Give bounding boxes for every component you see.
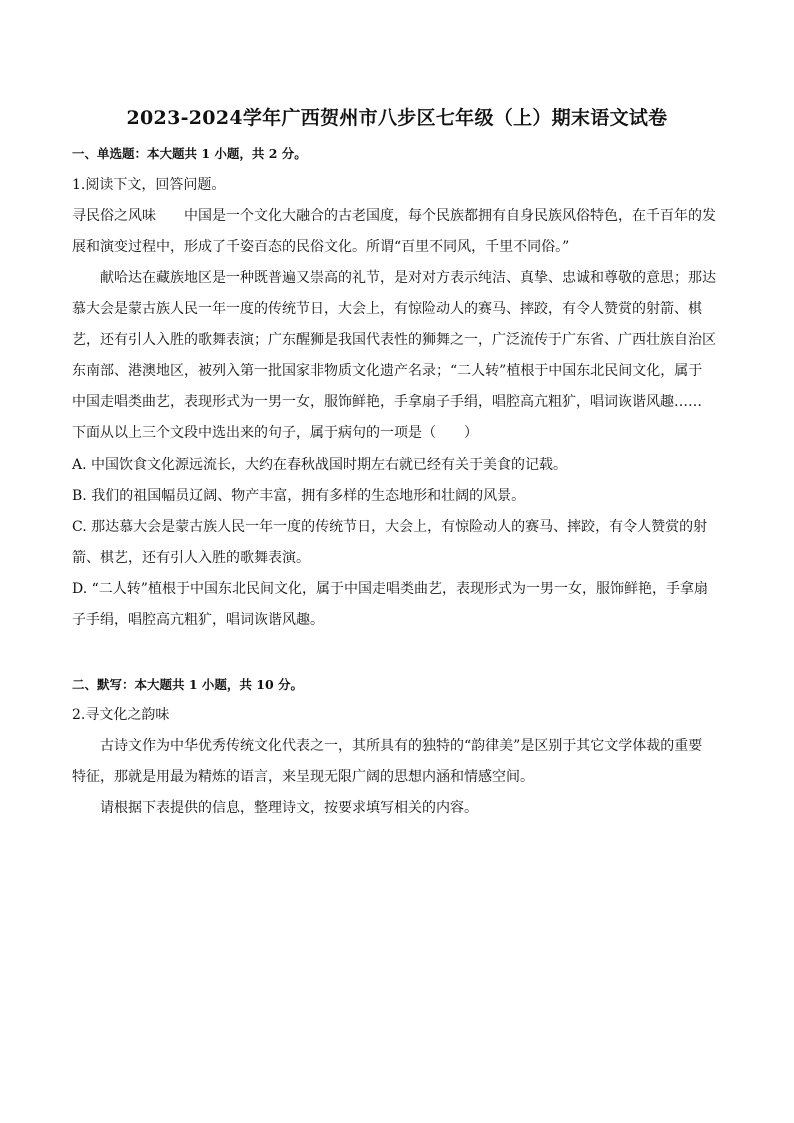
passage-line: 慕大会是蒙古族人民一年一度的传统节日，大会上，有惊险动人的赛马、摔跤，有令人赞赏的射箭、棋 <box>72 301 702 317</box>
exam-title: 2023-2024学年广西贺州市八步区七年级（上）期末语文试卷 <box>126 107 668 129</box>
option-d: D. “二人转”植根于中国东北民间文化，属于中国走唱类曲艺，表现形式为一男一女，服饰鲜艳，手拿扇 <box>72 581 708 597</box>
section-1-heading: 一、单选题：本大题共 1 小题，共 2 分。 <box>72 146 307 161</box>
paragraph-line: 古诗文作为中华优秀传统文化代表之一，其所具有的独特的“韵律美”是区别于其它文学体裁的重要 <box>100 738 703 754</box>
passage-line: 寻民俗之风味 中国是一个文化大融合的古老国度，每个民族都拥有自身民族风俗特色，在千百年的发 <box>72 208 716 224</box>
paragraph-line: 请根据下表提供的信息，整理诗文，按要求填写相关的内容。 <box>100 800 478 816</box>
option-a: A. 中国饮食文化源远流长，大约在春秋战国时期左右就已经有关于美食的记载。 <box>72 457 568 473</box>
question-1-intro: 1.阅读下文，回答问题。 <box>72 177 226 193</box>
question-prompt: 下面从以上三个文段中选出来的句子，属于病句的一项是（ ） <box>72 425 478 441</box>
question-2-intro: 2.寻文化之韵味 <box>72 707 170 723</box>
option-d-continued: 子手绢，唱腔高亢粗犷，唱词诙谐风趣。 <box>72 612 324 628</box>
paragraph-line: 特征，那就是用最为精炼的语言，来呈现无限广阔的思想内涵和情感空间。 <box>72 769 534 785</box>
option-c: C. 那达慕大会是蒙古族人民一年一度的传统节日，大会上，有惊险动人的赛马、摔跤，有令人赞赏的射 <box>72 519 708 535</box>
passage-line: 献哈达在藏族地区是一种既普遍又崇高的礼节，是对对方表示纯洁、真挚、忠诚和尊敬的意思；那达 <box>100 270 716 286</box>
passage-line: 展和演变过程中，形成了千姿百态的民俗文化。所谓“百里不同风，千里不同俗。” <box>72 239 570 255</box>
passage-line: 东南部、港澳地区，被列入第一批国家非物质文化遗产名录；“二人转”植根于中国东北民间文化，属于 <box>72 363 703 379</box>
option-c-continued: 箭、棋艺，还有引人入胜的歌舞表演。 <box>72 550 310 566</box>
option-b: B. 我们的祖国幅员辽阔、物产丰富，拥有多样的生态地形和壮阔的风景。 <box>72 488 526 504</box>
passage-line: 艺，还有引人入胜的歌舞表演；广东醒狮是我国代表性的狮舞之一，广泛流传于广东省、广西壮族自治区 <box>72 332 716 348</box>
section-2-heading: 二、默写：本大题共 1 小题，共 10 分。 <box>72 677 304 692</box>
passage-line: 中国走唱类曲艺，表现形式为一男一女，服饰鲜艳，手拿扇子手绢，唱腔高亢粗犷，唱词诙谐风趣…… <box>72 394 702 410</box>
